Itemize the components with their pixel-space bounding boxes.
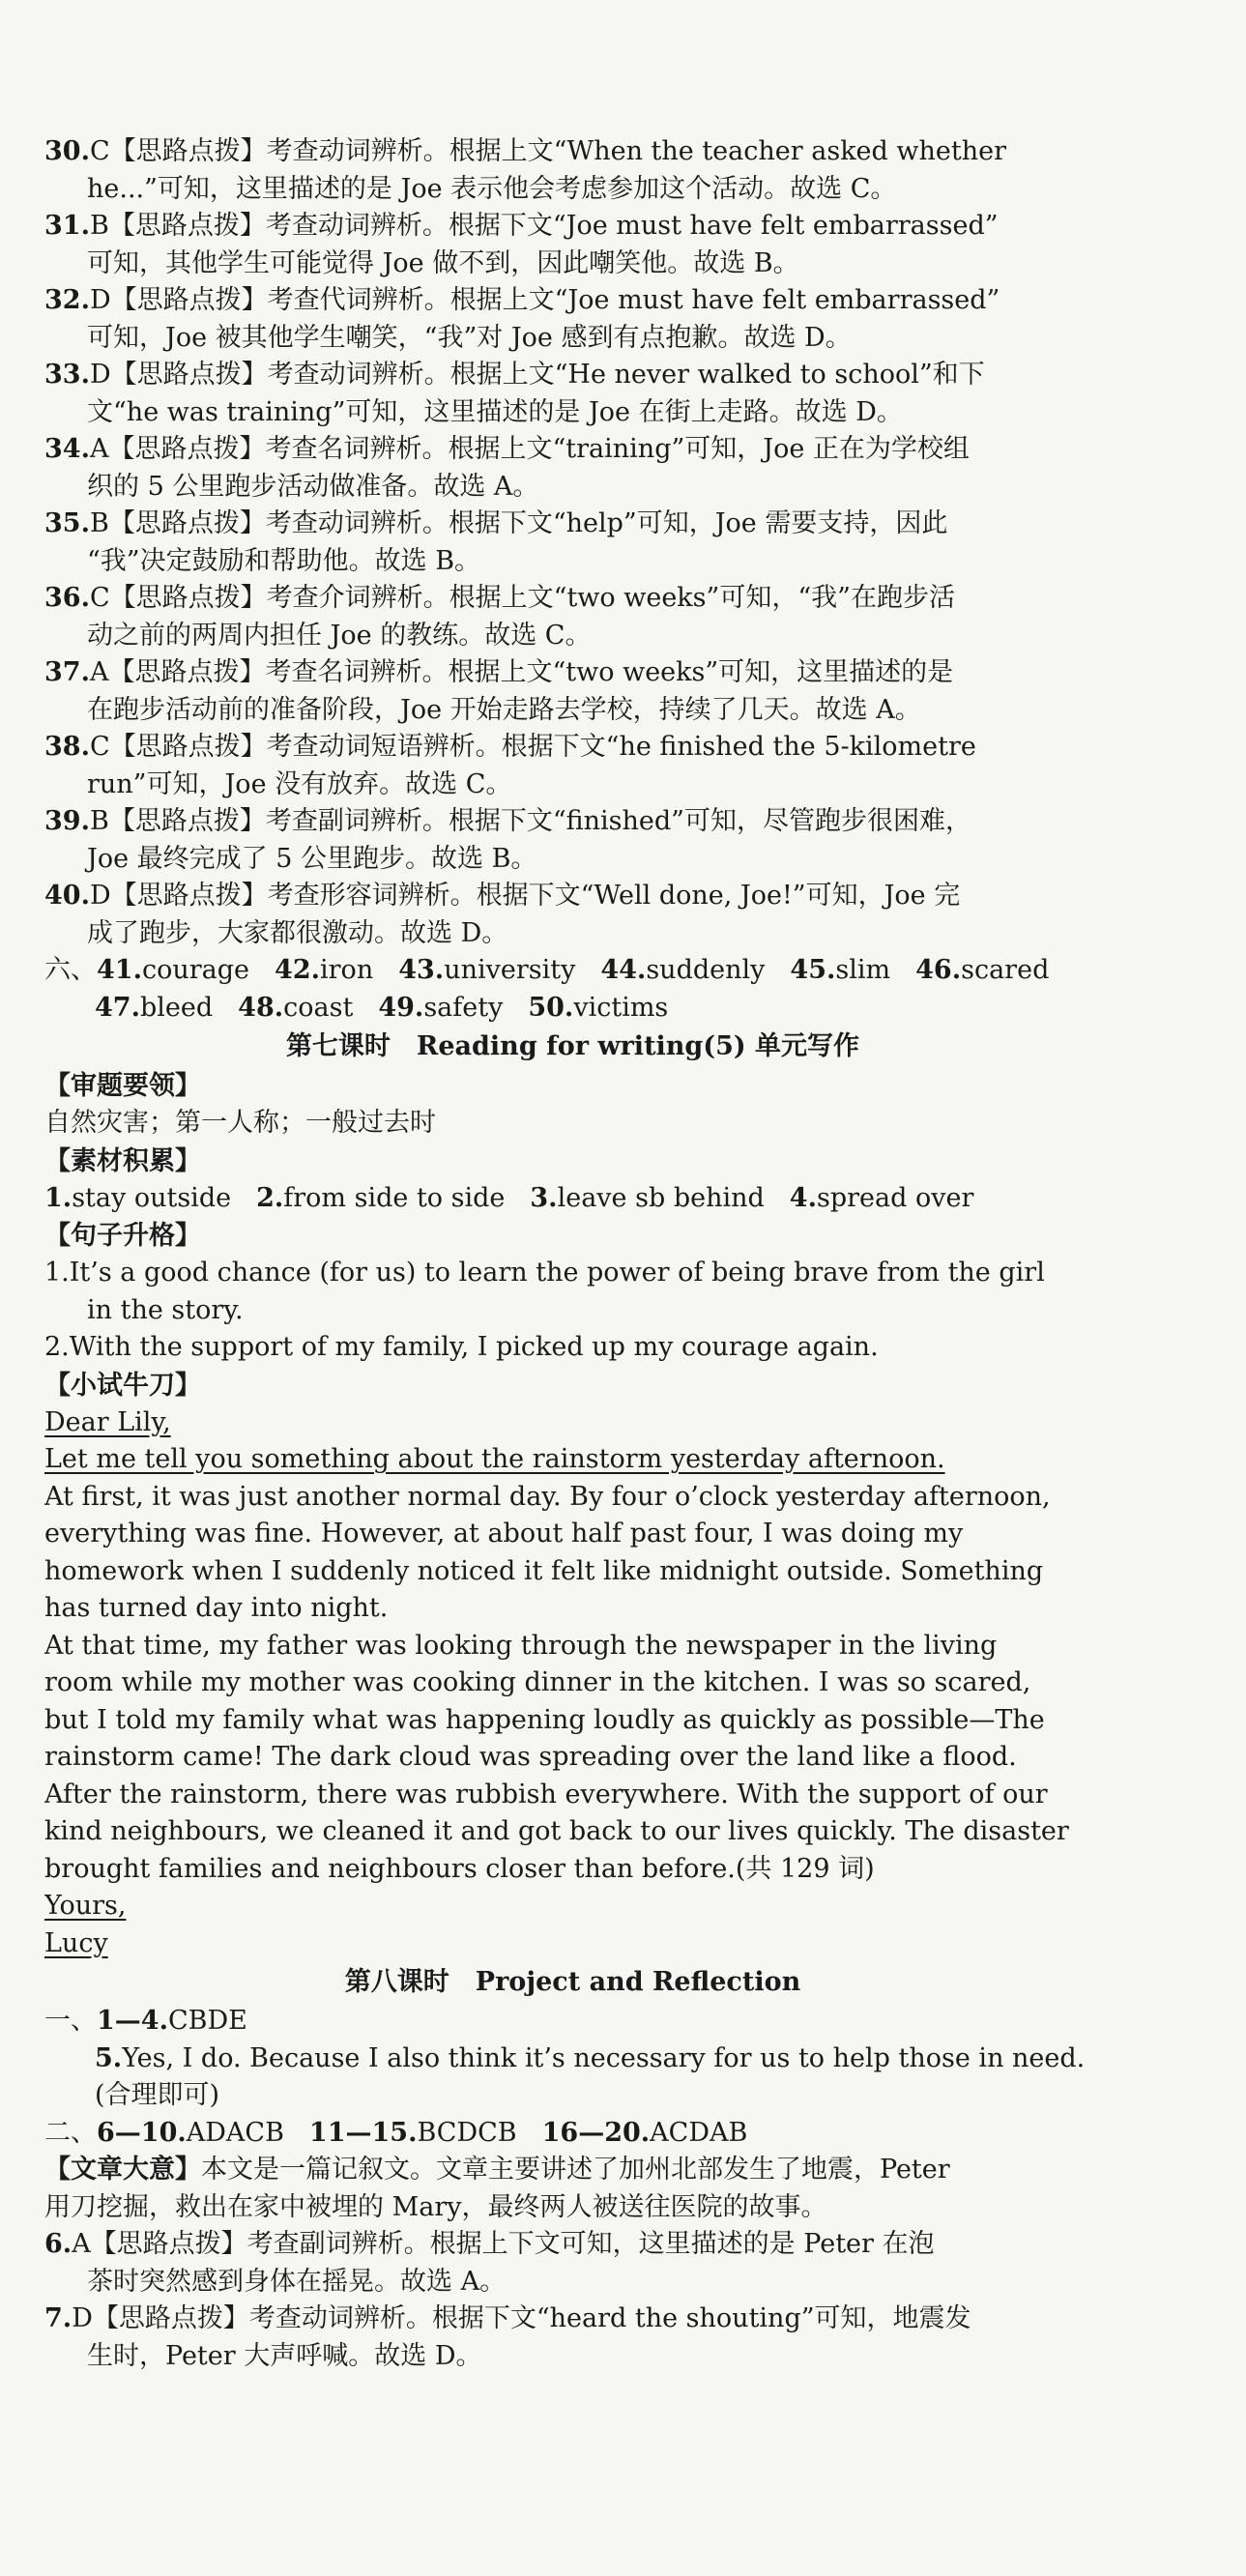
- answer-33: [44, 357, 1101, 431]
- item-word: bleed: [139, 992, 214, 1023]
- letter-line: has turned day into night.: [44, 1593, 389, 1623]
- question-number: 7.: [44, 2303, 72, 2333]
- explanation-text: 文“he was training”可知，这里描述的是 Joe 在街上走路。故选 D。: [87, 396, 903, 427]
- explanation-text: C【思路点拨】考查介词辨析。根据上文“two weeks”可知，“我”在跑步活: [89, 583, 955, 613]
- item-number: 43.: [398, 955, 445, 985]
- letter-line: room while my mother was cooking dinner in the kitchen. I was so scared,: [44, 1667, 1031, 1697]
- question-number: 35.: [44, 508, 90, 538]
- answer-34: [44, 431, 1101, 506]
- explanation-text: 动之前的两周内担任 Joe 的教练。故选 C。: [87, 620, 592, 651]
- letter-line: but I told my family what was happening loudly as quickly as possible—The: [44, 1704, 1045, 1735]
- explanation-text: D【思路点拨】考查代词辨析。根据上文“Joe must have felt embarrassed”: [89, 285, 1000, 315]
- letter-line: rainstorm came! The dark cloud was spreading over the land like a flood.: [44, 1742, 1017, 1772]
- explanation-text: B【思路点拨】考查动词辨析。根据下文“Joe must have felt embarrassed”: [89, 211, 999, 241]
- explanation-text: D【思路点拨】考查动词辨析。根据下文“heard the shouting”可知，地震发: [72, 2303, 971, 2333]
- letter-line: At first, it was just another normal day. By four o’clock yesterday afternoon,: [44, 1481, 1051, 1512]
- letter-line: At that time, my father was looking through the newspaper in the living: [44, 1630, 998, 1661]
- item-number: 1.: [44, 1182, 72, 1213]
- letter-signature: Lucy: [44, 1927, 108, 1958]
- section-prefix: 二、: [44, 2117, 97, 2148]
- letter-line: brought families and neighbours closer than before.(共 129 词): [44, 1853, 875, 1884]
- explanation-text: 可知，Joe 被其他学生嘲笑，“我”对 Joe 感到有点抱歉。故选 D。: [87, 322, 852, 353]
- item-number: 47.: [95, 992, 140, 1023]
- question-number: 6.: [44, 2229, 72, 2259]
- item-phrase: leave sb behind: [557, 1182, 765, 1213]
- item-number: 16—20.: [541, 2117, 651, 2148]
- explanation-text: 在跑步活动前的准备阶段，Joe 开始走路去学校，持续了几天。故选 A。: [87, 694, 921, 725]
- sample-letter: [44, 1404, 1101, 1963]
- section-heading: 【小试牛刀】: [44, 1370, 201, 1401]
- answer-letters: ACDAB: [650, 2117, 748, 2148]
- question-number: 32.: [44, 285, 90, 315]
- item-word: iron: [320, 955, 374, 985]
- explanation-text: D【思路点拨】考查动词辨析。根据上文“He never walked to school”和下: [89, 360, 985, 390]
- question-number: 34.: [44, 434, 90, 464]
- question-number: 31.: [44, 211, 90, 241]
- question-number: 40.: [44, 881, 90, 911]
- summary-text: 用刀挖掘，救出在家中被埋的 Mary，最终两人被送往医院的故事。: [44, 2191, 827, 2222]
- explanation-text: 织的 5 公里跑步活动做准备。故选 A。: [87, 471, 539, 502]
- explanation-text: 茶时突然感到身体在摇晃。故选 A。: [87, 2266, 507, 2297]
- item-word: coast: [283, 992, 354, 1023]
- answer-40: [44, 878, 1101, 952]
- explanation-text: C【思路点拨】考查动词辨析。根据上文“When the teacher asked whether: [89, 136, 1007, 166]
- explanation-text: D【思路点拨】考查形容词辨析。根据下文“Well done, Joe!”可知，Joe 完: [89, 881, 961, 911]
- item-word: university: [444, 955, 576, 985]
- item-word: suddenly: [646, 955, 766, 985]
- letter-line: After the rainstorm, there was rubbish everywhere. With the support of our: [44, 1779, 1048, 1809]
- question-number: 36.: [44, 583, 90, 613]
- section-heading: 【文章大意】: [44, 2155, 201, 2185]
- explanation-text: 成了跑步，大家都很激动。故选 D。: [87, 917, 508, 948]
- lesson-eight-title: 第八课时 Project and Reflection: [344, 1967, 801, 1997]
- answer-36: [44, 580, 1101, 654]
- section-prefix: 六、: [44, 955, 97, 985]
- answer-letters: BCDCB: [417, 2117, 517, 2148]
- item-number: 41.: [97, 955, 142, 985]
- answer-38: [44, 729, 1101, 803]
- letter-line: kind neighbours, we cleaned it and got back to our lives quickly. The disaster: [44, 1816, 1069, 1846]
- question-number: 38.: [44, 732, 90, 762]
- item-number: 48.: [238, 992, 284, 1023]
- item-number: 5.: [95, 2042, 123, 2073]
- item-number: 46.: [915, 955, 962, 985]
- explanation-text: 可知，其他学生可能觉得 Joe 做不到，因此嘲笑他。故选 B。: [87, 247, 799, 278]
- section-heading: 【审题要领】: [44, 1071, 201, 1101]
- item-word: courage: [141, 955, 250, 985]
- explanation-text: “我”决定鼓励和帮助他。故选 B。: [87, 545, 481, 576]
- lesson-seven: [44, 1027, 1101, 1962]
- lesson-eight: [44, 1962, 1101, 2375]
- answer-letters: CBDE: [167, 2006, 247, 2036]
- item-number: 50.: [528, 992, 574, 1023]
- material-items: [44, 1180, 1101, 1218]
- question-number: 33.: [44, 360, 90, 390]
- item-number: 49.: [378, 992, 424, 1023]
- answer-35: [44, 506, 1101, 580]
- item-number: 45.: [790, 955, 836, 985]
- explanation-text: A【思路点拨】考查副词辨析。根据上下文可知，这里描述的是 Peter 在泡: [72, 2229, 935, 2259]
- item-number: 6—10.: [97, 2117, 187, 2148]
- item-word: victims: [573, 992, 669, 1023]
- explanation-text: A【思路点拨】考查名词辨析。根据上文“two weeks”可知，这里描述的是: [89, 657, 954, 687]
- answer-letters: ADACB: [186, 2117, 284, 2148]
- explanation-text: run”可知，Joe 没有放弃。故选 C。: [87, 768, 512, 799]
- answer-30: [44, 133, 1101, 208]
- letter-line: homework when I suddenly noticed it felt like midnight outside. Something: [44, 1555, 1044, 1586]
- item-number: 4.: [789, 1182, 817, 1213]
- letter-line: everything was fine. However, at about half past four, I was doing my: [44, 1519, 964, 1548]
- answer-text: Yes, I do. Because I also think it’s necessary for us to help those in need.: [122, 2042, 1086, 2073]
- section-six-answers: [44, 952, 1101, 1027]
- answer-31: [44, 208, 1101, 282]
- letter-greeting: Dear Lily,: [44, 1406, 171, 1437]
- explanation-text: Joe 最终完成了 5 公里跑步。故选 B。: [87, 843, 537, 874]
- item-word: safety: [423, 992, 504, 1023]
- upgraded-sentence: 2.With the support of my family, I picked up my courage again.: [44, 1332, 879, 1362]
- question-number: 30.: [44, 136, 90, 166]
- item-number: 2.: [256, 1182, 284, 1213]
- item-number: 42.: [275, 955, 321, 985]
- section-prefix: 一、: [44, 2006, 97, 2036]
- answer-37: [44, 654, 1101, 729]
- item-number: 3.: [530, 1182, 558, 1213]
- section-heading: 【句子升格】: [44, 1221, 201, 1251]
- item-word: slim: [835, 955, 891, 985]
- item-phrase: stay outside: [72, 1182, 232, 1213]
- explanation-text: 生时，Peter 大声呼喊。故选 D。: [87, 2340, 482, 2371]
- lesson-seven-title: 第七课时 Reading for writing(5) 单元写作: [285, 1031, 860, 1061]
- section-text: 自然灾害；第一人称；一般过去时: [44, 1108, 436, 1138]
- answer-39: [44, 803, 1101, 878]
- answer-32: [44, 282, 1101, 357]
- letter-opening: Let me tell you something about the rainstorm yesterday afternoon.: [44, 1444, 945, 1474]
- explanation-text: B【思路点拨】考查副词辨析。根据下文“finished”可知，尽管跑步很困难，: [89, 806, 971, 836]
- item-phrase: from side to side: [283, 1182, 506, 1213]
- explanation-text: he...”可知，这里描述的是 Joe 表示他会考虑参加这个活动。故选 C。: [87, 173, 897, 204]
- item-phrase: spread over: [816, 1182, 974, 1213]
- explanation-text: A【思路点拨】考查名词辨析。根据上文“training”可知，Joe 正在为学校组: [89, 434, 970, 464]
- letter-closing: Yours,: [44, 1891, 127, 1921]
- explanation-text: B【思路点拨】考查动词辨析。根据下文“help”可知，Joe 需要支持，因此: [89, 508, 948, 538]
- section-heading: 【素材积累】: [44, 1145, 201, 1176]
- item-number: 1—4.: [97, 2006, 168, 2036]
- explanation-text: C【思路点拨】考查动词短语辨析。根据下文“he finished the 5-kilometre: [89, 732, 976, 762]
- upgraded-sentence: in the story.: [87, 1294, 244, 1325]
- summary-text: 本文是一篇记叙文。文章主要讲述了加州北部发生了地震，Peter: [201, 2155, 950, 2185]
- upgraded-sentence: 1.It’s a good chance (for us) to learn the power of being brave from the girl: [44, 1258, 1045, 1288]
- item-number: 11—15.: [308, 2117, 418, 2148]
- answer-note: (合理即可): [95, 2080, 220, 2110]
- question-number: 37.: [44, 657, 90, 687]
- item-number: 44.: [600, 955, 647, 985]
- question-number: 39.: [44, 806, 90, 836]
- item-word: scared: [961, 955, 1050, 985]
